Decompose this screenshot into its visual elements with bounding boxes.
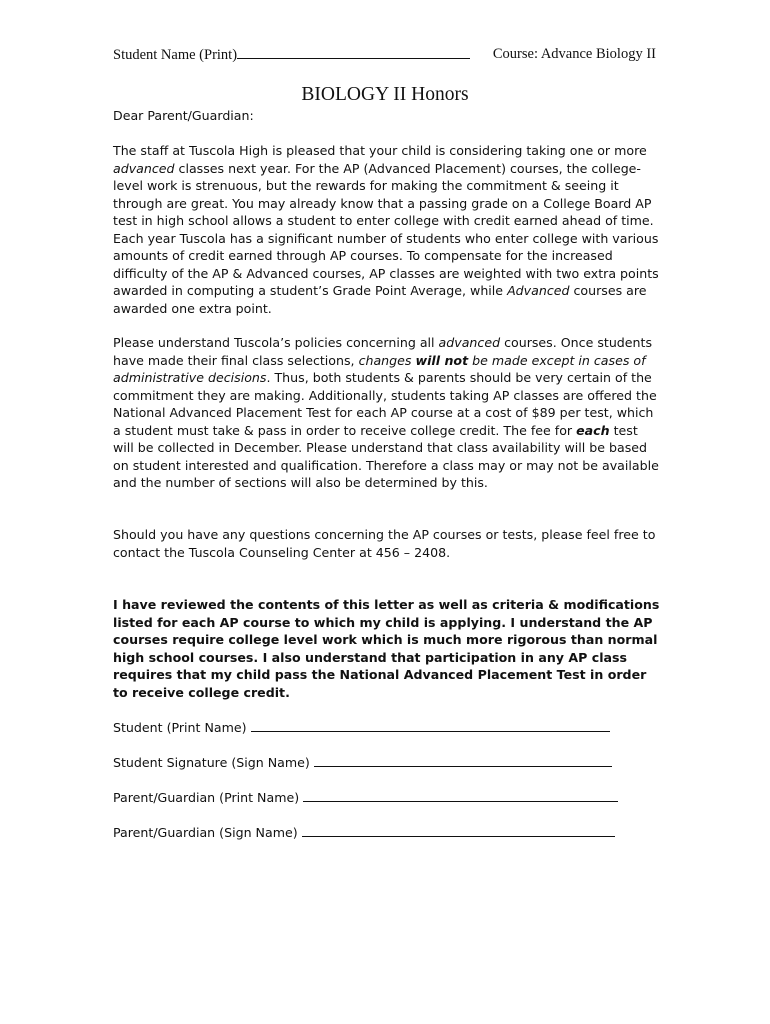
student-sign-label: Student Signature (Sign Name) [113, 755, 314, 770]
emphasis-advanced: advanced [438, 335, 501, 350]
student-print-blank[interactable] [251, 718, 610, 732]
student-sign-blank[interactable] [314, 753, 612, 767]
acknowledgement-statement: I have reviewed the contents of this letter as well as criteria & modifications listed for each AP course to which my child is applying. I understand the AP courses require college level work which is much more rigorous than normal high school courses. I also understand that participation in any AP class requires that my child pass the National Advanced Placement Test in order to receive college credit. [113, 597, 660, 700]
text-run: classes next year. For the AP (Advanced Placement) courses, the college-level work is strenuous, but the rewards for making the commitment & seeing it through are great. You may already know that a passing grade on a College Board AP test in high school allows a student to enter college with credit earned ahead of time. Each year Tuscola has a significant number of students who enter college with various amounts of credit earned through AP courses. To compensate for the increased difficulty of the AP & Advanced courses, AP classes are weighted with two extra points awarded in computing a student’s Grade Point Average, while [113, 160, 659, 298]
paragraph-policies [113, 334, 661, 492]
parent-sign-line [113, 823, 615, 840]
text-run: The staff at Tuscola High is pleased that your child is considering taking one or more [113, 143, 647, 158]
student-print-line [113, 718, 610, 735]
paragraph-intro [113, 142, 661, 317]
emphasis-will-not: will not [415, 352, 469, 368]
emphasis-advanced: advanced [113, 160, 175, 176]
text-run: Please understand Tuscola’s policies concerning all [113, 335, 439, 350]
student-name-label: Student Name (Print) [113, 47, 238, 63]
course-label: Course: Advance Biology II [492, 46, 656, 62]
student-print-label: Student (Print Name) [113, 720, 251, 735]
emphasis-advanced: Advanced [507, 283, 570, 298]
emphasis-except: be made except in cases of administrative decisions [113, 352, 646, 385]
parent-sign-label: Parent/Guardian (Sign Name) [113, 825, 302, 840]
student-sign-line [113, 753, 612, 770]
salutation: Dear Parent/Guardian: [113, 108, 254, 123]
text-run: courses are awarded one extra point. [113, 283, 647, 316]
student-name-blank[interactable] [237, 46, 470, 59]
parent-print-line [113, 788, 618, 805]
page-title: BIOLOGY II Honors [301, 84, 469, 105]
emphasis-changes: changes [358, 352, 416, 368]
text-run: test will be collected in December. Please understand that class availability will be based on student interested and qualification. Therefore a class may or may not be available and the number of sections will also be determined by this. [113, 422, 659, 490]
parent-print-blank[interactable] [303, 788, 618, 802]
parent-print-label: Parent/Guardian (Print Name) [113, 790, 304, 805]
paragraph-contact: Should you have any questions concerning the AP courses or tests, please feel free to contact the Tuscola Counseling Center at 456 – 2408. [113, 527, 656, 560]
text-run: courses. Once students have made their final class selections, [113, 335, 653, 368]
header-line [113, 46, 656, 64]
parent-sign-blank[interactable] [302, 823, 615, 837]
emphasis-each: each [576, 422, 610, 438]
text-run: . Thus, both students & parents should be very certain of the commitment they are making. Additionally, students taking AP classes are offered the National Advanced Placement Test for each AP course at a cost of $89 per test, which a student must take & pass in order to receive college credit. The fee for [113, 370, 657, 438]
